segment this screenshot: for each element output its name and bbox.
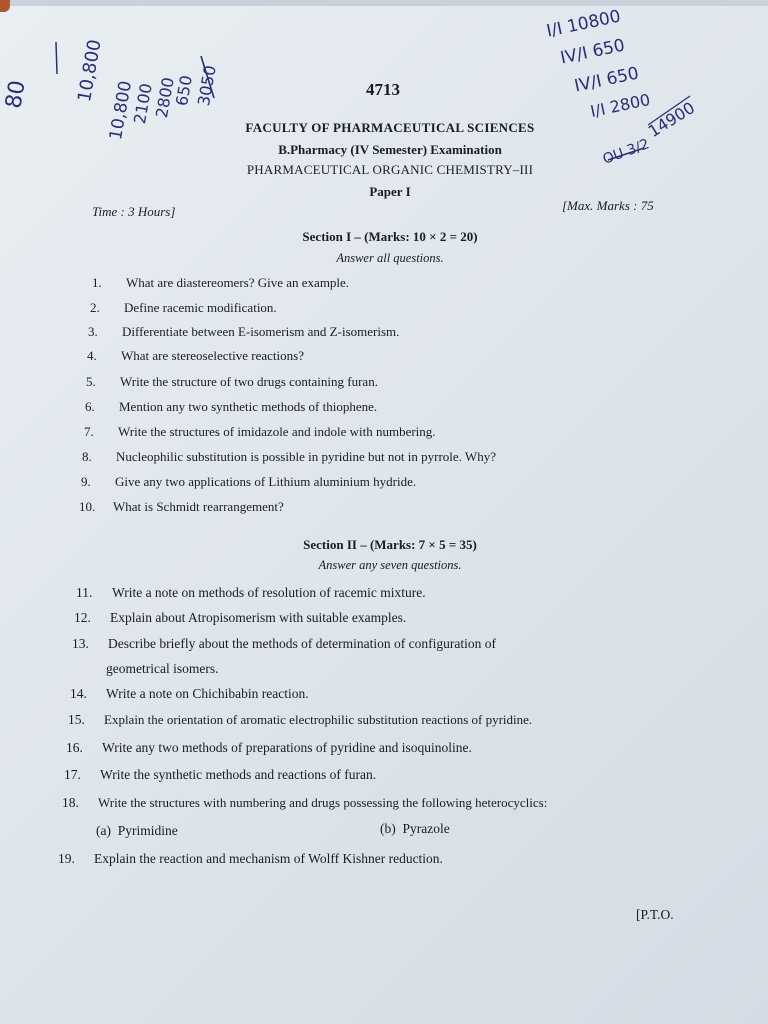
handwritten-number: 2100 bbox=[130, 81, 156, 126]
paper-code: 4713 bbox=[366, 80, 400, 99]
max-marks: [Max. Marks : 75 bbox=[562, 198, 654, 213]
question-number: 8. bbox=[82, 449, 92, 464]
question-number: 5. bbox=[86, 374, 96, 389]
subject-title: PHARMACEUTICAL ORGANIC CHEMISTRY–III bbox=[246, 162, 534, 177]
section-1-title: Section I – (Marks: 10 × 2 = 20) bbox=[302, 229, 478, 244]
handwritten-tally: IV/I 650 bbox=[558, 35, 627, 69]
question-text: Explain the orientation of aromatic electrophilic substitution reactions of pyridine. bbox=[104, 712, 533, 727]
page-turn-note: [P.T.O. bbox=[636, 907, 674, 922]
question-item bbox=[90, 300, 277, 316]
question-text: Write any two methods of preparations of pyridine and isoquinoline. bbox=[102, 740, 472, 755]
question-number: 13. bbox=[72, 636, 89, 651]
corner-tab bbox=[0, 0, 10, 12]
question-item bbox=[76, 585, 426, 601]
question-item bbox=[92, 275, 349, 291]
question-item bbox=[87, 348, 304, 364]
question-number: 14. bbox=[70, 686, 87, 701]
question-number: 10. bbox=[79, 499, 96, 514]
section-2-title: Section II – (Marks: 7 × 5 = 35) bbox=[303, 537, 477, 552]
question-item bbox=[58, 851, 443, 867]
option-b bbox=[380, 821, 450, 837]
question-item bbox=[66, 740, 472, 756]
question-text: Explain about Atropisomerism with suitable examples. bbox=[110, 610, 407, 625]
question-item bbox=[62, 795, 547, 811]
question-item bbox=[72, 636, 496, 652]
handwritten-number: 10,800 bbox=[74, 37, 106, 104]
question-text: What are stereoselective reactions? bbox=[121, 348, 304, 363]
faculty-title: FACULTY OF PHARMACEUTICAL SCIENCES bbox=[245, 120, 535, 135]
question-text: Write the synthetic methods and reactions of furan. bbox=[100, 767, 377, 782]
question-item bbox=[85, 399, 377, 415]
question-text: Write the structures of imidazole and indole with numbering. bbox=[118, 424, 436, 439]
question-text: Write a note on methods of resolution of racemic mixture. bbox=[112, 585, 426, 600]
option-a bbox=[96, 823, 178, 839]
handwritten-total: 14900 bbox=[644, 97, 699, 142]
question-text: Write the structures with numbering and drugs possessing the following heterocyclics: bbox=[98, 795, 548, 810]
question-number: 19. bbox=[58, 851, 75, 866]
question-continuation: geometrical isomers. bbox=[106, 661, 219, 676]
question-text: Describe briefly about the methods of determination of configuration of bbox=[108, 636, 497, 651]
handwritten-tally: I/I 10800 bbox=[544, 6, 623, 42]
question-item bbox=[86, 374, 378, 390]
question-number: 7. bbox=[84, 424, 94, 439]
section-2-instruction: Answer any seven questions. bbox=[318, 558, 462, 572]
question-text: Mention any two synthetic methods of thiophene. bbox=[119, 399, 378, 414]
question-number: 15. bbox=[68, 712, 85, 727]
handwritten-number: 650 bbox=[172, 73, 197, 108]
option-label: (b) bbox=[380, 821, 396, 836]
question-item bbox=[81, 474, 416, 490]
question-number: 1. bbox=[92, 275, 102, 290]
question-item bbox=[84, 424, 436, 440]
handwritten-number: 10,800 bbox=[106, 79, 137, 142]
handwritten-number: 2800 bbox=[152, 75, 178, 120]
question-number: 9. bbox=[81, 474, 91, 489]
question-number: 4. bbox=[87, 348, 97, 363]
question-text: Write a note on Chichibabin reaction. bbox=[106, 686, 309, 701]
question-text: Define racemic modification. bbox=[124, 300, 277, 315]
question-text: Explain the reaction and mechanism of Wolff Kishner reduction. bbox=[94, 851, 443, 866]
option-text: Pyrazole bbox=[402, 821, 450, 836]
question-number: 18. bbox=[62, 795, 79, 810]
handwritten-note: OU 3/2 bbox=[600, 136, 652, 168]
paper-edge bbox=[0, 0, 768, 6]
question-item bbox=[82, 449, 496, 465]
question-number: 3. bbox=[88, 324, 98, 339]
question-number: 12. bbox=[74, 610, 91, 625]
question-text: What is Schmidt rearrangement? bbox=[113, 499, 284, 514]
question-text: Nucleophilic substitution is possible in pyridine but not in pyrrole. Why? bbox=[116, 449, 496, 464]
question-text: Differentiate between E-isomerism and Z-isomerism. bbox=[122, 324, 400, 339]
question-item bbox=[64, 767, 376, 783]
question-item bbox=[88, 324, 399, 340]
section-1-instruction: Answer all questions. bbox=[336, 251, 444, 265]
time-allowed: Time : 3 Hours] bbox=[92, 204, 176, 219]
handwritten-tally: I/I 2800 bbox=[588, 89, 652, 122]
question-number: 2. bbox=[90, 300, 100, 315]
question-item bbox=[70, 686, 309, 702]
handwritten-scribble-left: 80 bbox=[1, 78, 31, 111]
question-item bbox=[68, 712, 532, 728]
question-number: 17. bbox=[64, 767, 81, 782]
handwritten-tally: IV/I 650 bbox=[572, 63, 641, 97]
option-label: (a) bbox=[96, 823, 111, 838]
question-item bbox=[79, 499, 284, 515]
exam-title: B.Pharmacy (IV Semester) Examination bbox=[278, 142, 502, 157]
question-number: 11. bbox=[76, 585, 93, 600]
question-text: Give any two applications of Lithium aluminium hydride. bbox=[115, 474, 417, 489]
question-number: 6. bbox=[85, 399, 95, 414]
question-item bbox=[74, 610, 406, 626]
question-text: What are diastereomers? Give an example. bbox=[126, 275, 350, 290]
question-text: Write the structure of two drugs containing furan. bbox=[120, 374, 378, 389]
option-text: Pyrimidine bbox=[117, 823, 178, 838]
paper-number: Paper I bbox=[369, 184, 411, 199]
handwritten-number: 3050 bbox=[194, 63, 220, 108]
question-number: 16. bbox=[66, 740, 83, 755]
